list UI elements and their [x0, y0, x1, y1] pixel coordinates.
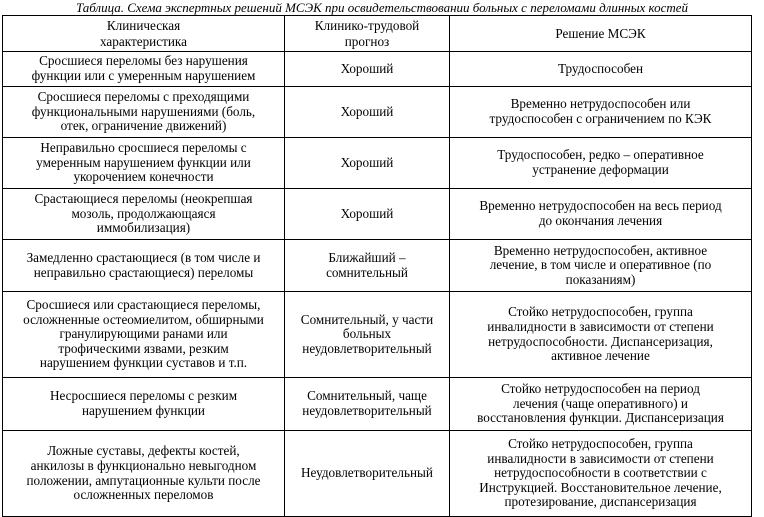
header-decision: Решение МСЭК — [450, 16, 752, 52]
table-row — [3, 138, 752, 189]
msek-decision-table — [2, 15, 752, 517]
table-caption: Таблица. Схема экспертных решений МСЭК при освидетельствовании больных с переломами длинных костей — [75, 0, 689, 15]
cell-clinical: Срастающиеся переломы (неокрепшая мозоль, продолжающаяся иммобилизация) — [3, 189, 285, 240]
cell-prognosis: Хороший — [285, 138, 450, 189]
cell-decision: Трудоспособен — [450, 52, 752, 87]
header-prognosis: Клинико-трудовой прогноз — [285, 16, 450, 52]
cell-clinical: Сросшиеся переломы без нарушения функции или с умеренным нарушением — [3, 52, 285, 87]
cell-prognosis: Неудовлетворительный — [285, 431, 450, 517]
cell-decision: Стойко нетрудоспособен, группа инвалидности в зависимости от степени нетрудоспособности в соответствии с Инструкцией. Восстановительное лечение, протезирование, диспансеризация — [450, 431, 752, 517]
header-row — [3, 16, 752, 52]
cell-decision: Стойко нетрудоспособен, группа инвалидности в зависимости от степени нетрудоспособности. Диспансеризация, активное лечение — [450, 292, 752, 378]
cell-decision: Временно нетрудоспособен, активное лечение, в том числе и оперативное (по показаниям) — [450, 240, 752, 292]
cell-decision: Временно нетрудоспособен или трудоспособен с ограничением по КЭК — [450, 87, 752, 138]
cell-clinical: Сросшиеся переломы с преходящими функциональными нарушениями (боль, отек, ограничение движений) — [3, 87, 285, 138]
table-row — [3, 378, 752, 431]
cell-prognosis: Хороший — [285, 189, 450, 240]
cell-prognosis: Сомнительный, у части больных неудовлетворительный — [285, 292, 450, 378]
cell-decision: Стойко нетрудоспособен на период лечения (чаще оперативного) и восстановления функции. Диспансеризация — [450, 378, 752, 431]
table-row — [3, 52, 752, 87]
cell-prognosis: Хороший — [285, 87, 450, 138]
table-row — [3, 431, 752, 517]
cell-prognosis: Ближайший – сомнительный — [285, 240, 450, 292]
table-row — [3, 189, 752, 240]
table-row — [3, 87, 752, 138]
cell-prognosis: Хороший — [285, 52, 450, 87]
cell-prognosis: Сомнительный, чаще неудовлетворительный — [285, 378, 450, 431]
cell-decision: Временно нетрудоспособен на весь период до окончания лечения — [450, 189, 752, 240]
cell-clinical: Замедленно срастающиеся (в том числе и неправильно срастающиеся) переломы — [3, 240, 285, 292]
table-row — [3, 292, 752, 378]
cell-clinical: Ложные суставы, дефекты костей, анкилозы в функционально невыгодном положении, ампутационные культи после осложненных переломов — [3, 431, 285, 517]
cell-clinical: Несросшиеся переломы с резким нарушением функции — [3, 378, 285, 431]
header-clinical: Клиническая характеристика — [3, 16, 285, 52]
cell-clinical: Неправильно сросшиеся переломы с умеренным нарушением функции или укорочением конечности — [3, 138, 285, 189]
cell-decision: Трудоспособен, редко – оперативное устранение деформации — [450, 138, 752, 189]
table-row — [3, 240, 752, 292]
cell-clinical: Сросшиеся или срастающиеся переломы, осложненные остеомиелитом, обширными гранулирующими ранами или трофическими язвами, резким нарушением функции суставов и т.п. — [3, 292, 285, 378]
